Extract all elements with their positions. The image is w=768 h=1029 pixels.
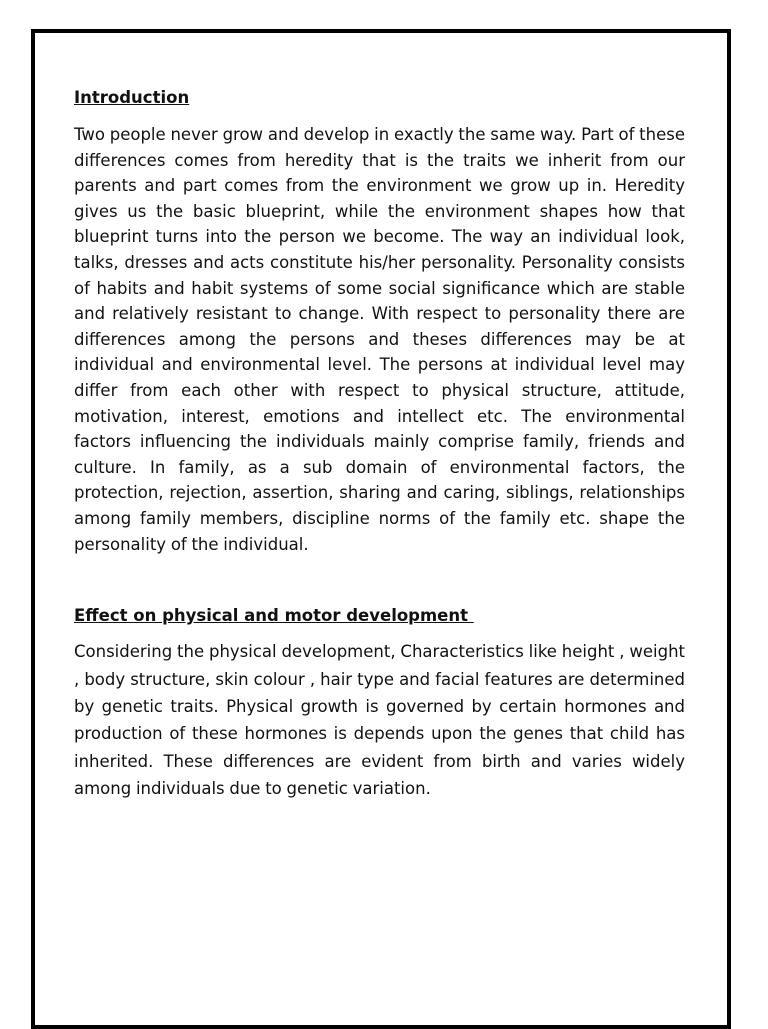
physical-development-heading: Effect on physical and motor development [74,606,474,626]
introduction-paragraph: Two people never grow and develop in exactly the same way. Part of these differences comes from heredity that is the traits we inherit from our parents and part comes from the environment we grow up in. Heredity gives us the basic blueprint, while the environment shapes how that blueprint turns into the person we become. The way an individual look, talks, dresses and acts constitute his/her personality. Personality consists of habits and habit systems of some social significance which are stable and relatively resistant to change. With respect to personality there are differences among the persons and theses differences may be at individual and environmental level. The persons at individual level may differ from each other with respect to physical structure, attitude, motivation, interest, emotions and intellect etc. The environmental factors influencing the individuals mainly comprise family, friends and culture. In family, as a sub domain of environmental factors, the protection, rejection, assertion, sharing and caring, siblings, relationships among family members, discipline norms of the family etc. shape the personality of the individual. [74,125,685,554]
document-content [74,85,685,803]
physical-development-paragraph: Considering the physical development, Characteristics like height , weight , body structure, skin colour , hair type and facial features are determined by genetic traits. Physical growth is governed by certain hormones and production of these hormones is depends upon the genes that child has inherited. These differences are evident from birth and varies widely among individuals due to genetic variation. [74,642,685,799]
introduction-heading: Introduction [74,88,190,107]
